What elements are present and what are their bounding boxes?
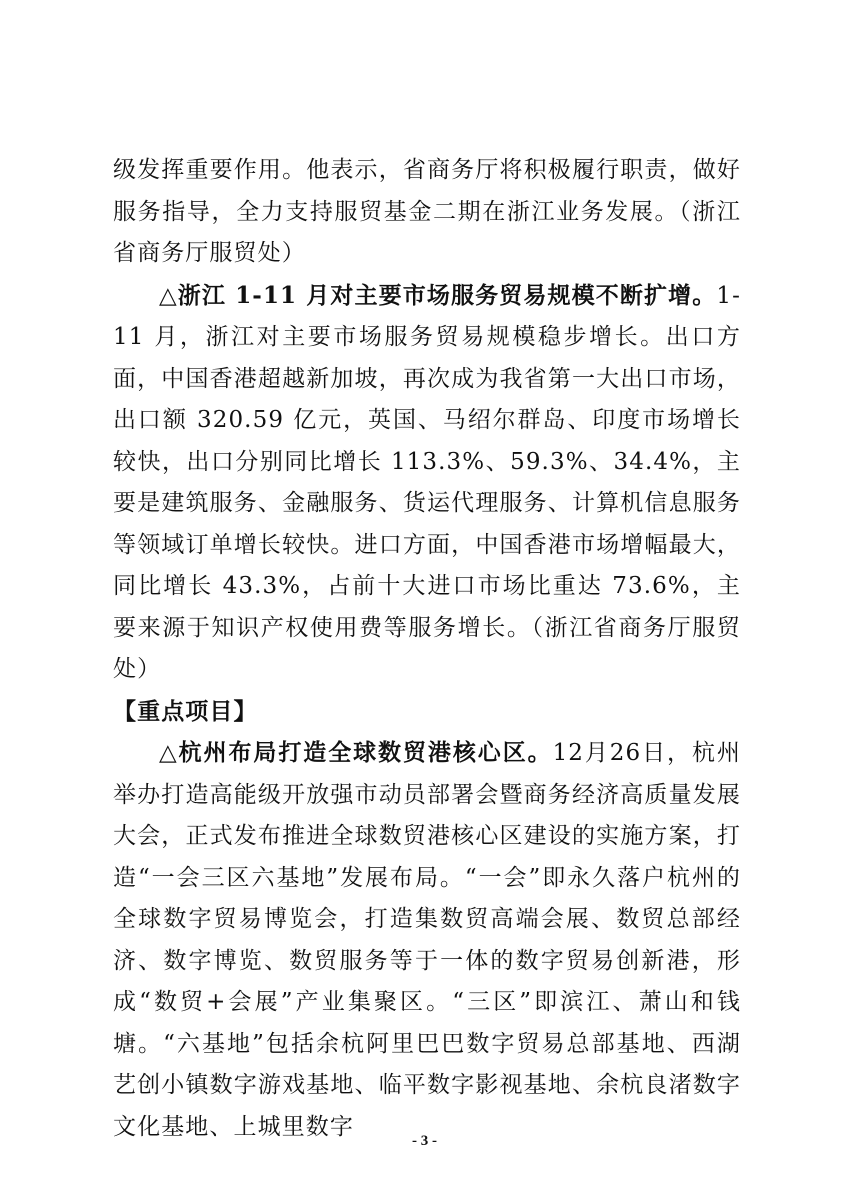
section-heading-key-projects: 【重点项目】 <box>113 697 258 725</box>
paragraph-text: 1-11 月，浙江对主要市场服务贸易规模稳步增长。出口方面，中国香港超越新加坡，再次成为我省第一大出口市场，出口额 320.59 亿元，英国、马绍尔群岛、印度市场增长较快，出口分别同比增长 113.3%、59.3%、34.4%，主要是建筑服务、金融服务、货运代理服务、计算机信息服务等领域订单增长较快。进口方面，中国香港市场增幅最大，同比增长 43.3%，占前十大进口市场比重达 73.6%，主要来源于知识产权使用费等服务增长。（浙江省商务厅服贸处） <box>113 282 741 682</box>
paragraph-zhejiang-service-trade <box>113 275 741 691</box>
paragraph-lead-heading: △浙江 1-11 月对主要市场服务贸易规模不断扩增。 <box>159 281 717 309</box>
paragraph-continuation <box>113 150 741 275</box>
paragraph-lead-heading: △杭州布局打造全球数贸港核心区。 <box>159 739 553 766</box>
document-body <box>113 150 741 1148</box>
page-number: - 3 - <box>412 1133 437 1149</box>
paragraph-text: 级发挥重要作用。他表示，省商务厅将积极履行职责，做好服务指导，全力支持服贸基金二期在浙江业务发展。（浙江省商务厅服贸处） <box>113 157 741 266</box>
paragraph-text: 12月26日，杭州举办打造高能级开放强市动员部署会暨商务经济高质量发展大会，正式发布推进全球数贸港核心区建设的实施方案，打造“一会三区六基地”发展布局。“一会”即永久落户杭州的全球数字贸易博览会，打造集数贸高端会展、数贸总部经济、数字博览、数贸服务等于一体的数字贸易创新港，形成“数贸+会展”产业集聚区。“三区”即滨江、萧山和钱塘。“六基地”包括余杭阿里巴巴数字贸易总部基地、西湖艺创小镇数字游戏基地、临平数字影视基地、余杭良渚数字文化基地、上城里数字 <box>113 740 741 1140</box>
paragraph-hangzhou-digital-trade-port <box>113 732 741 1148</box>
